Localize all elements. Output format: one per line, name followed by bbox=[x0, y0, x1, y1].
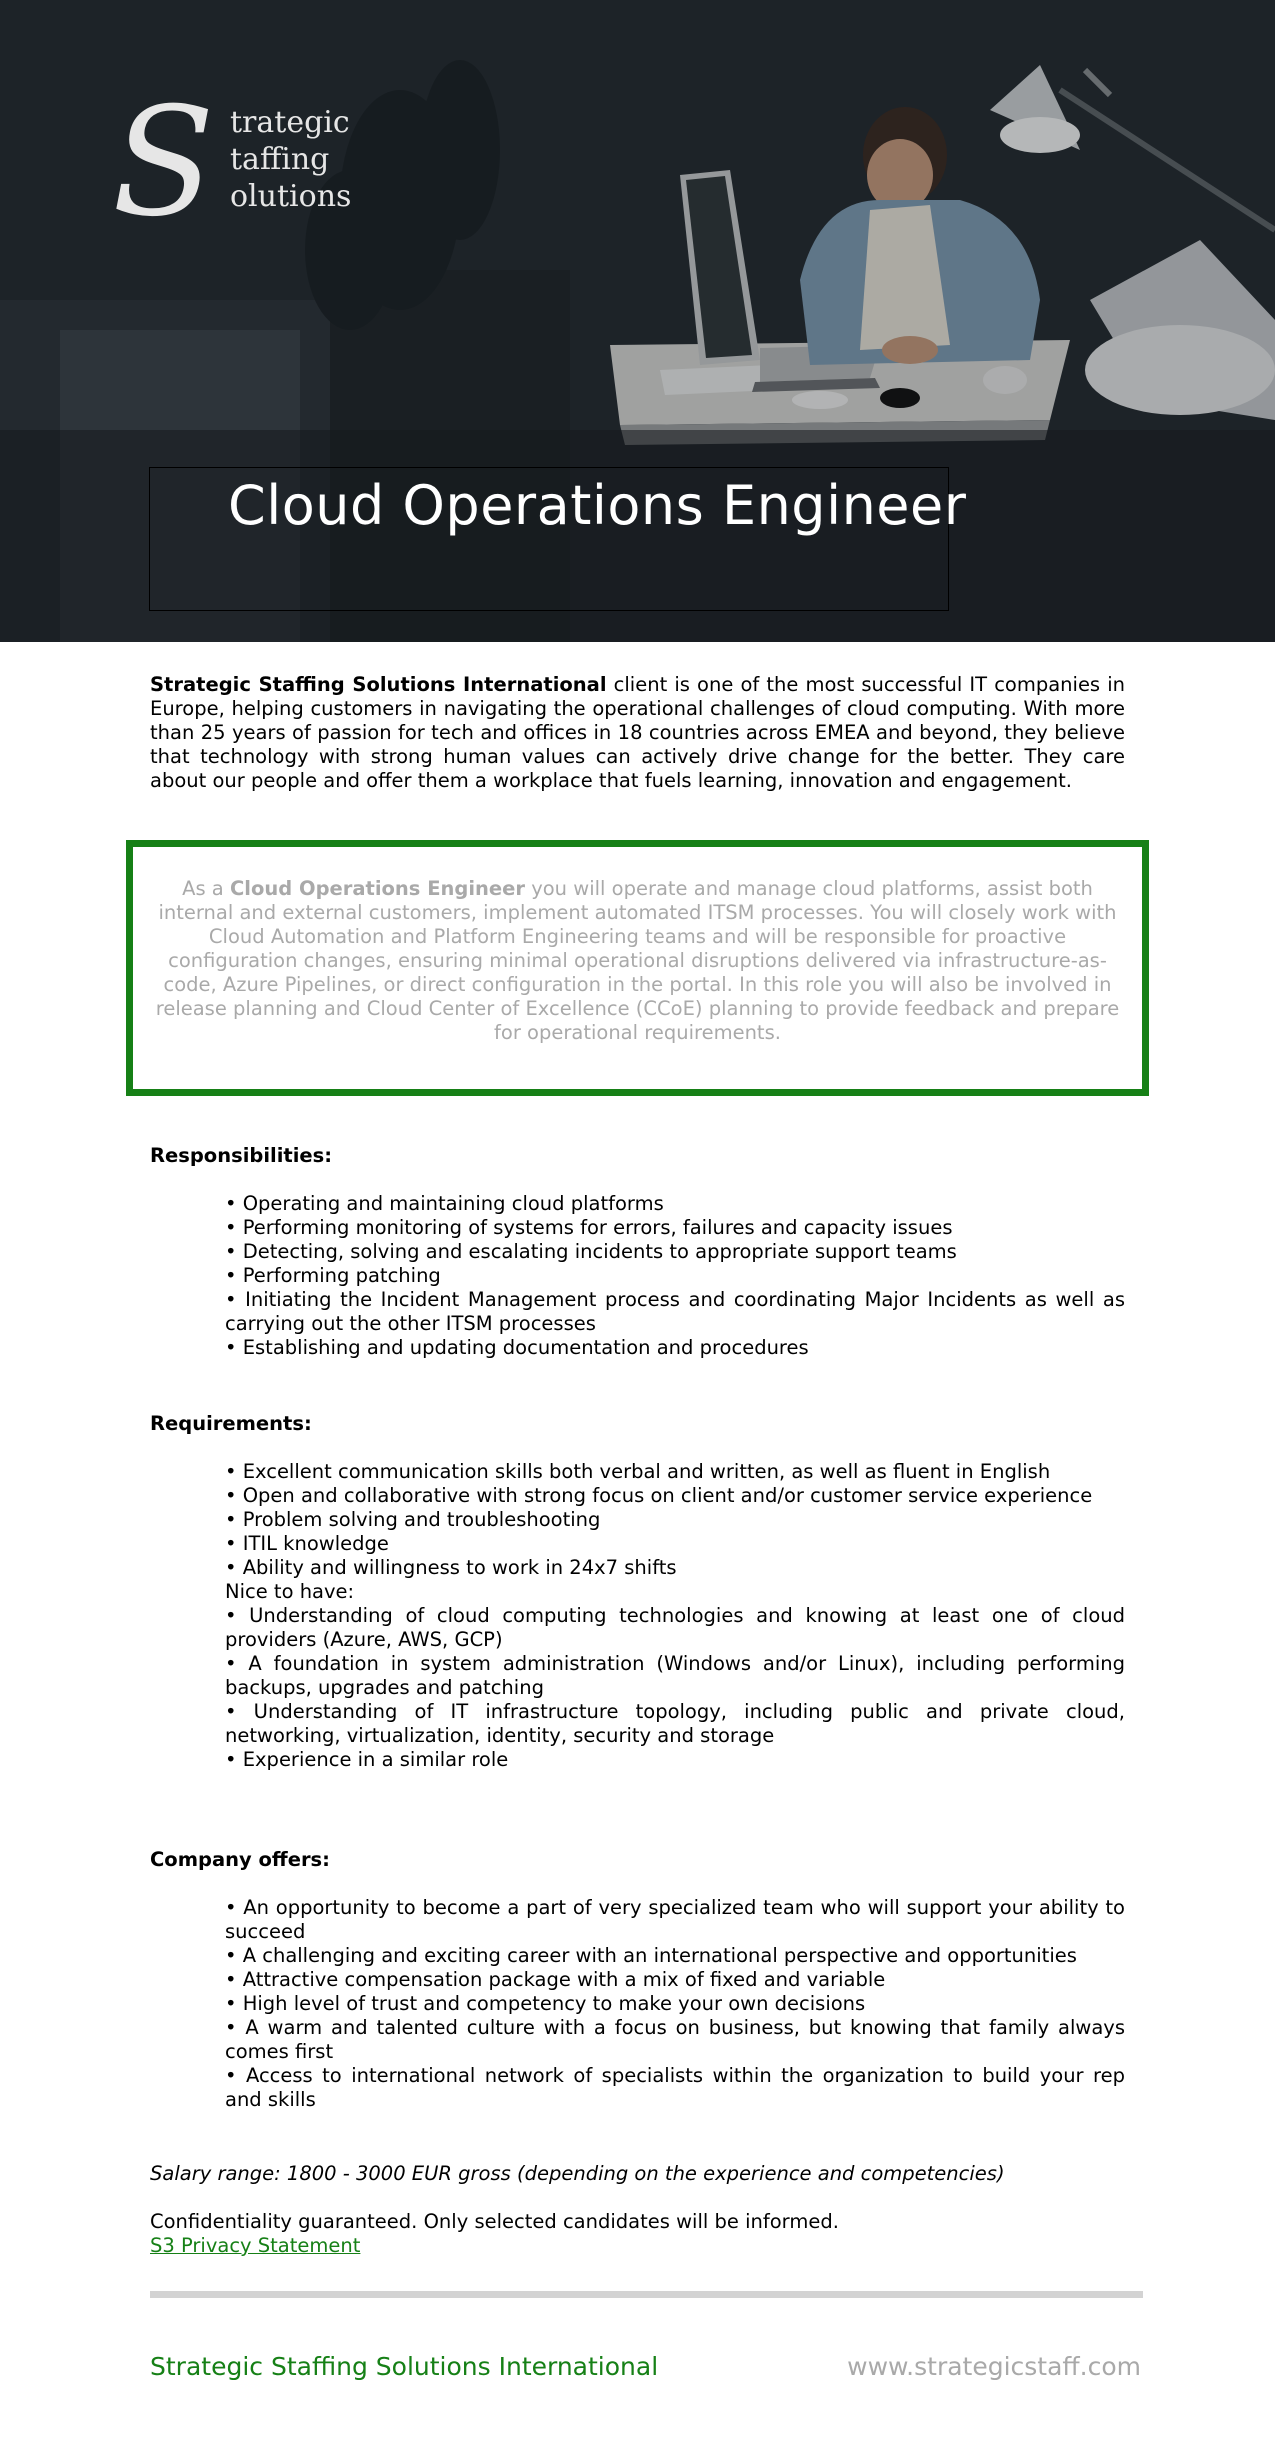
list-item: • Performing monitoring of systems for errors, failures and capacity issues bbox=[225, 1216, 953, 1239]
confidentiality-note: Confidentiality guaranteed. Only selected candidates will be informed. bbox=[150, 2210, 839, 2233]
role-prefix: As a bbox=[182, 877, 230, 900]
intro-paragraph bbox=[150, 673, 1125, 793]
offers-list bbox=[225, 1896, 1125, 2112]
list-item: • Problem solving and troubleshooting bbox=[225, 1508, 601, 1531]
list-item: • High level of trust and competency to make your own decisions bbox=[225, 1992, 866, 2015]
list-item: • An opportunity to become a part of very specialized team who will support your ability to succeed bbox=[225, 1896, 1125, 1943]
company-logo bbox=[112, 96, 352, 246]
logo-word-1: trategic bbox=[230, 105, 350, 140]
salary-range: Salary range: 1800 - 3000 EUR gross (depending on the experience and competencies) bbox=[150, 2162, 1005, 2185]
title-box bbox=[149, 467, 967, 611]
list-item: • A warm and talented culture with a focus on business, but knowing that family always comes first bbox=[225, 2016, 1125, 2063]
logo-word-3: olutions bbox=[230, 179, 352, 214]
list-item: • Open and collaborative with strong focus on client and/or customer service experience bbox=[225, 1484, 1093, 1507]
role-text: you will operate and manage cloud platforms, assist both internal and external customers, implement automated ITSM processes. You will closely work with Cloud Automation and Platform Engineering teams and will be responsible for proactive configuration changes, ensuring minimal operational disruptions delivered via infrastructure-as-code, Azure Pipelines, or direct configuration in the portal. In this role you will also be involved in release planning and Cloud Center of Excellence (CCoE) planning to provide feedback and prepare for operational requirements. bbox=[155, 877, 1120, 1044]
logo-word-2: taffing bbox=[230, 142, 330, 177]
footer-company-name: Strategic Staffing Solutions International bbox=[150, 2352, 659, 2381]
requirements-list bbox=[225, 1460, 1125, 1772]
offers-heading: Company offers: bbox=[150, 1848, 330, 1871]
list-item: • Attractive compensation package with a mix of fixed and variable bbox=[225, 1968, 886, 1991]
hero-banner bbox=[0, 0, 1275, 642]
list-item: • Access to international network of specialists within the organization to build your rep and skills bbox=[225, 2064, 1125, 2111]
intro-text: client is one of the most successful IT companies in Europe, helping customers in navigating the operational challenges of cloud computing. With more than 25 years of passion for tech and offices in 18 countries across EMEA and beyond, they believe that technology with strong human values can actively drive change for the better. They care about our people and offer them a workplace that fuels learning, innovation and engagement. bbox=[150, 673, 1125, 792]
list-item: • Performing patching bbox=[225, 1264, 441, 1287]
intro-company-name: Strategic Staffing Solutions International bbox=[150, 673, 607, 696]
list-item: • Excellent communication skills both verbal and written, as well as fluent in English bbox=[225, 1460, 1051, 1483]
footer-divider bbox=[150, 2291, 1143, 2298]
nice-to-have-heading: Nice to have: bbox=[225, 1580, 355, 1603]
list-item: • A foundation in system administration (Windows and/or Linux), including performing backups, upgrades and patching bbox=[225, 1652, 1125, 1699]
page-title: Cloud Operations Engineer bbox=[228, 474, 967, 537]
list-item: • A challenging and exciting career with an international perspective and opportunities bbox=[225, 1944, 1077, 1967]
logo-letter: S bbox=[112, 96, 215, 246]
privacy-statement-link[interactable]: S3 Privacy Statement bbox=[150, 2234, 361, 2257]
list-item: • Experience in a similar role bbox=[225, 1748, 509, 1771]
list-item: • Establishing and updating documentation and procedures bbox=[225, 1336, 809, 1359]
requirements-heading: Requirements: bbox=[150, 1412, 312, 1435]
list-item: • Understanding of cloud computing technologies and knowing at least one of cloud providers (Azure, AWS, GCP) bbox=[225, 1604, 1125, 1651]
list-item: • Understanding of IT infrastructure topology, including public and private cloud, networking, virtualization, identity, security and storage bbox=[225, 1700, 1125, 1747]
responsibilities-list bbox=[225, 1192, 1125, 1360]
list-item: • ITIL knowledge bbox=[225, 1532, 389, 1555]
list-item: • Ability and willingness to work in 24x7 shifts bbox=[225, 1556, 677, 1579]
list-item: • Operating and maintaining cloud platforms bbox=[225, 1192, 664, 1215]
list-item: • Initiating the Incident Management process and coordinating Major Incidents as well as carrying out the other ITSM processes bbox=[225, 1288, 1125, 1335]
role-summary-box bbox=[126, 840, 1149, 1096]
role-name: Cloud Operations Engineer bbox=[229, 877, 526, 900]
footer-website: www.strategicstaff.com bbox=[847, 2352, 1141, 2381]
list-item: • Detecting, solving and escalating incidents to appropriate support teams bbox=[225, 1240, 957, 1263]
responsibilities-heading: Responsibilities: bbox=[150, 1144, 333, 1167]
